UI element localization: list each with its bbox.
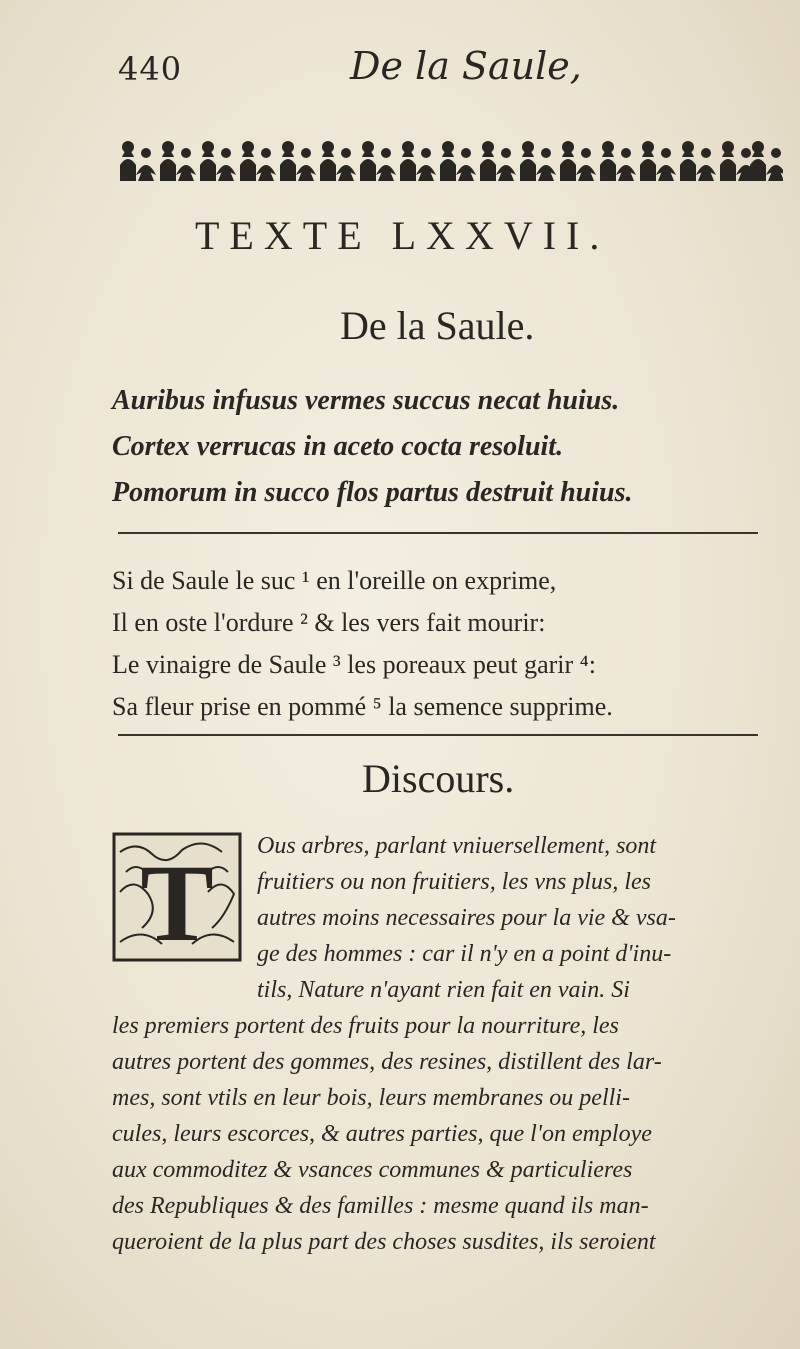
text-line: autres portent des gommes, des resines, distillent des lar- xyxy=(112,1049,662,1075)
latin-verses xyxy=(112,378,772,516)
text-line: Ous arbres, parlant vniuersellement, sont xyxy=(257,833,657,859)
text-line: les premiers portent des fruits pour la nourriture, les xyxy=(112,1013,619,1039)
section-heading: TEXTE LXXVII. xyxy=(195,213,610,258)
french-verse-line: Sa fleur prise en pommé ⁵ la semence supprime. xyxy=(112,692,613,721)
discourse-text xyxy=(112,828,784,1260)
latin-verse-line: Cortex verrucas in aceto cocta resoluit. xyxy=(112,431,564,462)
text-line: cules, leurs escorces, & autres parties, que l'on employe xyxy=(112,1121,652,1147)
french-verses xyxy=(112,560,772,728)
text-line: queroient de la plus part des choses susdites, ils seroient xyxy=(112,1229,656,1255)
text-line: des Republiques & des familles : mesme quand ils man- xyxy=(112,1193,649,1219)
latin-verse-line: Auribus infusus vermes succus necat huius. xyxy=(112,385,620,416)
latin-verse-line: Pomorum in succo flos partus destruit huius. xyxy=(112,477,633,508)
text-line: ge des hommes : car il n'y en a point d'inu- xyxy=(257,941,672,967)
svg-text:T: T xyxy=(140,842,214,962)
page-number: 440 xyxy=(118,50,183,88)
discourse-title: Discours. xyxy=(362,756,515,801)
section-title: De la Saule. xyxy=(340,303,535,348)
running-head: De la Saule, xyxy=(350,44,582,88)
text-line: tils, Nature n'ayant rien fait en vain. Si xyxy=(257,977,630,1003)
text-line: fruitiers ou non fruitiers, les vns plus, les xyxy=(257,869,652,895)
horizontal-rule xyxy=(118,532,758,534)
french-verse-line: Si de Saule le suc ¹ en l'oreille on exprime, xyxy=(112,566,557,595)
text-line: aux commoditez & vsances communes & particulieres xyxy=(112,1157,633,1183)
horizontal-rule xyxy=(118,734,758,736)
french-verse-line: Le vinaigre de Saule ³ les poreaux peut garir ⁴: xyxy=(112,650,596,679)
text-line: mes, sont vtils en leur bois, leurs membranes ou pelli- xyxy=(112,1085,630,1111)
text-line: autres moins necessaires pour la vie & vsa- xyxy=(257,905,676,931)
fleuron-ornament-band xyxy=(118,135,783,183)
french-verse-line: Il en oste l'ordure ² & les vers fait mourir: xyxy=(112,608,546,637)
